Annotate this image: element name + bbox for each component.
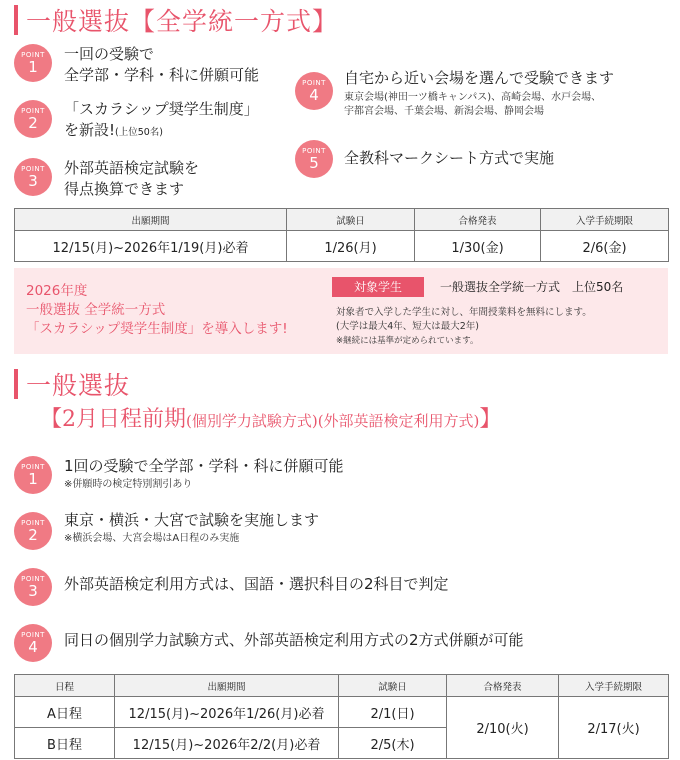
header-schedule: 日程 xyxy=(15,675,115,697)
header-exam-date: 試験日 xyxy=(339,675,447,697)
table-row xyxy=(15,231,669,262)
point-2-text: 「スカラシップ奨学生制度」 を新設!(上位50名) xyxy=(64,100,259,139)
table-header-row xyxy=(15,675,669,697)
cell-exam-date: 2/5(木) xyxy=(339,728,447,759)
point-3-text: 外部英語検定試験を 得点換算できます xyxy=(64,159,200,198)
cell-application-period: 12/15(月)~2026年2/2(月)必着 xyxy=(115,728,339,759)
target-student-value: 一般選抜全学統一方式 上位50名 xyxy=(440,280,624,294)
target-student-label: 対象学生 xyxy=(332,277,424,297)
header-application-period: 出願期間 xyxy=(15,209,287,231)
point-1-text: 一回の受験で 全学部・学科・科に併願可能 xyxy=(64,45,260,84)
header-enrollment-deadline: 入学手続期限 xyxy=(559,675,669,697)
s2-point-4-text: 同日の個別学力試験方式、外部英語検定利用方式の2方式併願が可能 xyxy=(64,631,524,649)
s2-point-3-badge: POINT 3 xyxy=(14,568,52,606)
s2-point-3-text: 外部英語検定利用方式は、国語・選択科目の2科目で判定 xyxy=(64,575,449,593)
cell-exam-date: 2/1(日) xyxy=(339,697,447,728)
point-2-badge: POINT 2 xyxy=(14,100,52,138)
s2-point-1-text: 1回の受験で全学部・学科・科に併願可能 ※併願時の検定特別割引あり xyxy=(64,457,344,490)
point-5-text: 全教科マークシート方式で実施 xyxy=(344,149,555,167)
cell-enrollment-deadline: 2/17(火) xyxy=(559,697,669,759)
header-application-period: 出願期間 xyxy=(115,675,339,697)
cell-schedule: B日程 xyxy=(15,728,115,759)
table-row xyxy=(15,697,669,728)
cell-schedule: A日程 xyxy=(15,697,115,728)
header-exam-date: 試験日 xyxy=(287,209,415,231)
point-4-badge: POINT 4 xyxy=(295,72,333,110)
cell-result-date: 1/30(金) xyxy=(415,231,541,262)
cell-result-date: 2/10(火) xyxy=(447,697,559,759)
title-bar xyxy=(14,5,18,35)
scholarship-box xyxy=(14,268,668,354)
point-1-badge: POINT 1 xyxy=(14,44,52,82)
cell-application-period: 12/15(月)~2026年1/26(月)必着 xyxy=(115,697,339,728)
cell-exam-date: 1/26(月) xyxy=(287,231,415,262)
s2-point-4-badge: POINT 4 xyxy=(14,624,52,662)
s2-point-2-badge: POINT 2 xyxy=(14,512,52,550)
cell-enrollment-deadline: 2/6(金) xyxy=(541,231,669,262)
scholarship-announcement: 2026年度 一般選抜 全学統一方式 「スカラシップ奨学生制度」を導入します! xyxy=(26,283,288,337)
s2-point-1-badge: POINT 1 xyxy=(14,456,52,494)
point-5-badge: POINT 5 xyxy=(295,140,333,178)
schedule-table-2 xyxy=(14,674,669,759)
header-result-date: 合格発表 xyxy=(447,675,559,697)
s2-point-2-text: 東京・横浜・大宮で試験を実施します ※横浜会場、大宮会場はA日程のみ実施 xyxy=(64,511,320,544)
point-3-badge: POINT 3 xyxy=(14,158,52,196)
title-bar xyxy=(14,369,18,399)
schedule-table-1 xyxy=(14,208,669,262)
table-header-row xyxy=(15,209,669,231)
section2-title-text: 一般選抜 xyxy=(26,371,131,400)
point-4-text: 自宅から近い会場を選んで受験できます 東京会場(神田一ツ橋キャンパス)、高崎会場、水戸会場、 宇都宮会場、千葉会場、新潟会場、静岡会場 xyxy=(344,69,615,117)
section2-subtitle: 【2月日程前期(個別学力試験方式)(外部英語検定利用方式)】 xyxy=(40,407,502,432)
scholarship-description: 対象者で入学した学生に対し、年間授業料を無料にします。 (大学は最大4年、短大は最大2年) ※継続には基準が定められています。 xyxy=(336,307,592,346)
section1-title-text: 一般選抜【全学統一方式】 xyxy=(26,7,339,36)
cell-application-period: 12/15(月)~2026年1/19(月)必着 xyxy=(15,231,287,262)
section2-title xyxy=(14,366,130,402)
section1-title xyxy=(14,2,338,38)
header-result-date: 合格発表 xyxy=(415,209,541,231)
header-enrollment-deadline: 入学手続期限 xyxy=(541,209,669,231)
